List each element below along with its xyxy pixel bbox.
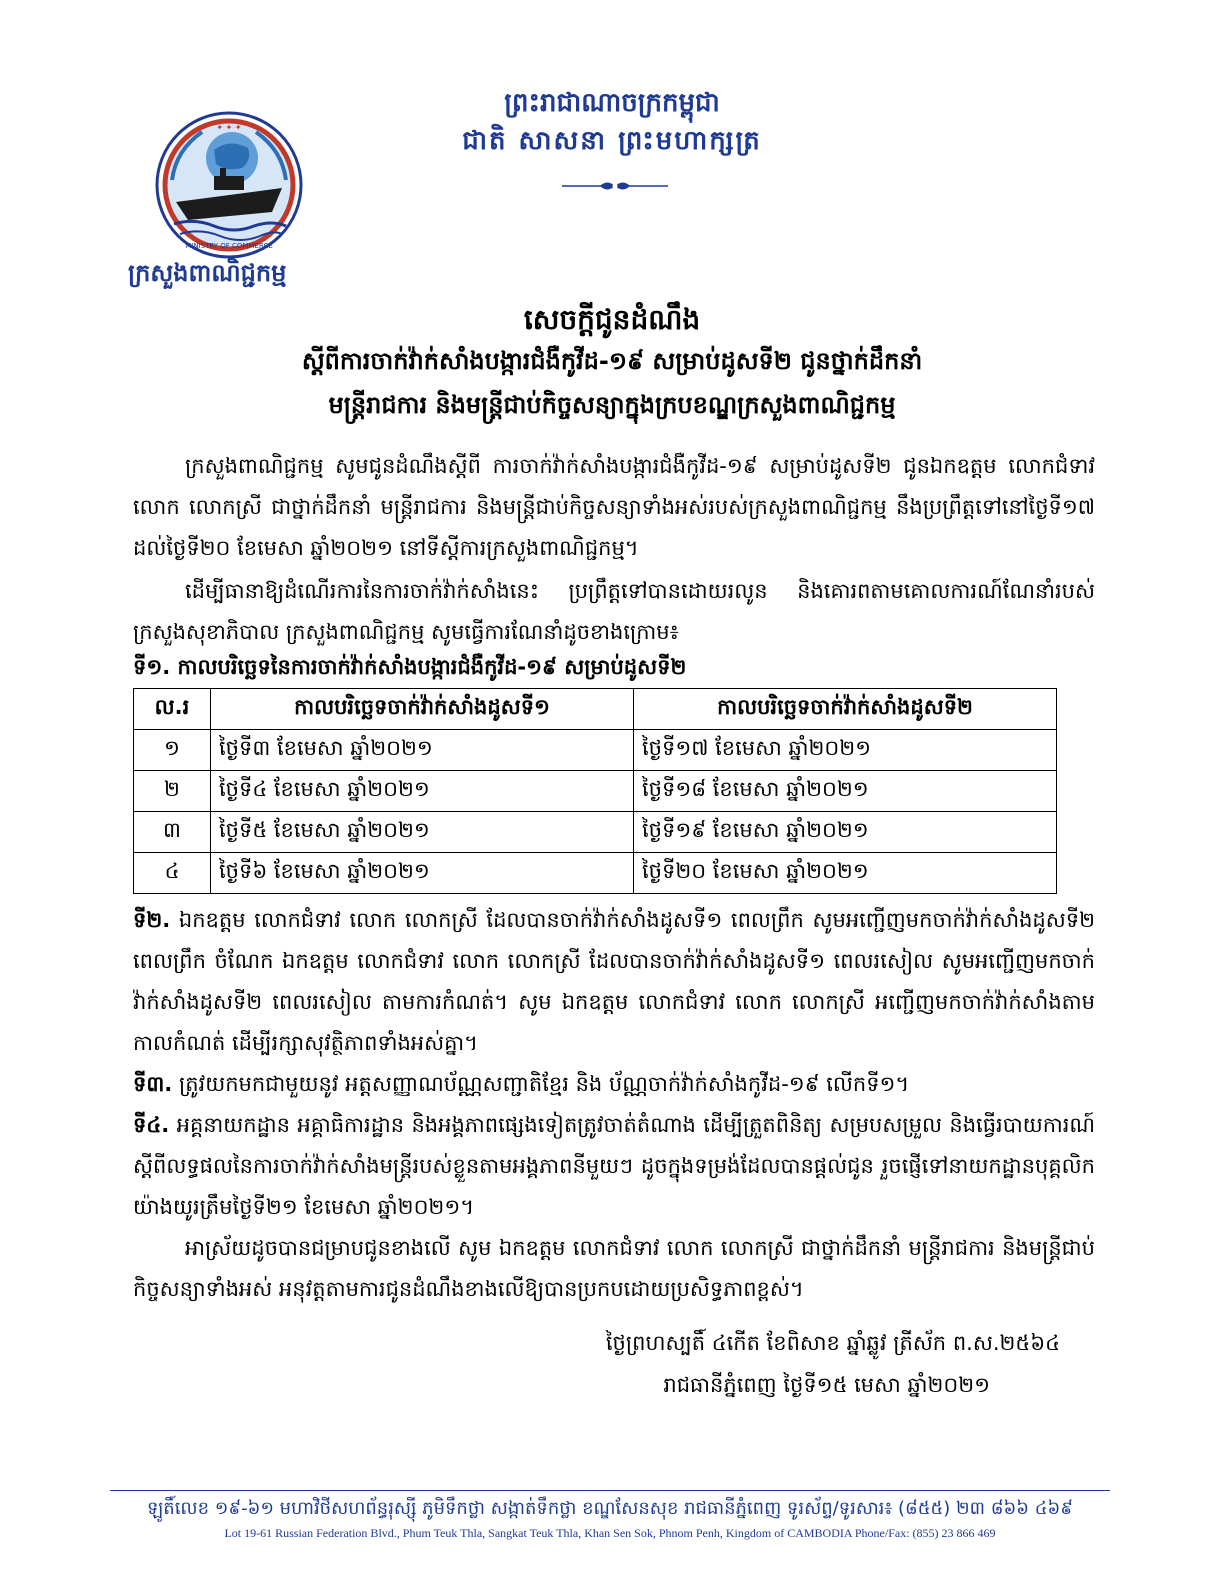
footer-address-khmer: ឡូតិ៍លេខ ១៩-៦១ មហាវិថីសហព័ន្ធរុស្ស៊ី ភូមិទឹកថ្លា សង្កាត់ទឹកថ្លា ខណ្ឌសែនសុខ រាជធានីភ្នំពេញ ទូរស័ព្ទ/ទូរសារ៖ (៨៥៥) ២៣ ៨៦៦ ៤៦៩	[147, 1498, 1073, 1519]
intro-paragraph: ក្រសួងពាណិជ្ជកម្ម សូមជូនដំណឹងស្តីពី ការចាក់វ៉ាក់សាំងបង្ការជំងឺកូវីដ-១៩ សម្រាប់ដូសទី២ ជូនឯកឧត្តម លោកជំទាវ លោក លោកស្រី ជាថ្នាក់ដឹកនាំ មន្ត្រីរាជការ និងមន្ត្រីជាប់កិច្ចសន្យាទាំងអស់របស់ក្រសួងពាណិជ្ជកម្ម នឹងប្រព្រឹត្តទៅនៅថ្ងៃទី១៧ ដល់ថ្ងៃទី២០ ខែមេសា ឆ្នាំ២០២១ នៅទីស្តីការក្រសួងពាណិជ្ជកម្ម។	[133, 454, 1095, 560]
row-number: ៤	[134, 853, 211, 894]
item-4-text: អគ្គនាយកដ្ឋាន អគ្គាធិការដ្ឋាន និងអង្គភាពផ្សេងទៀតត្រូវចាត់តំណាង ដើម្បីត្រួតពិនិត្យ សម្របសម្រួល និងធ្វើរបាយការណ៍ស្តីពីលទ្ធផលនៃការចាក់វ៉ាក់សាំងមន្ត្រីរបស់ខ្លួនតាមអង្គភាពនីមួយៗ ដូចក្នុងទម្រង់ដែលបានផ្តល់ជូន រួចផ្ញើទៅនាយកដ្ឋានបុគ្គលិក យ៉ាងយូរត្រឹមថ្ងៃទី២១ ខែមេសា ឆ្នាំ២០២១។	[133, 1113, 1095, 1219]
dose-1-date: ថ្ងៃទី៣ ខែមេសា ឆ្នាំ២០២១	[211, 730, 634, 771]
dose-2-date: ថ្ងៃទី១៩ ខែមេសា ឆ្នាំ២០២១	[634, 812, 1057, 853]
table-row	[134, 812, 1057, 853]
item-2-text: ឯកឧត្តម លោកជំទាវ លោក លោកស្រី ដែលបានចាក់វ៉ាក់សាំងដូសទី១ ពេលព្រឹក សូមអញ្ជើញមកចាក់វ៉ាក់សាំងដូសទី២ ពេលព្រឹក ចំណែក ឯកឧត្តម លោកជំទាវ លោក លោកស្រី ដែលបានចាក់វ៉ាក់សាំងដូសទី១ ពេលរសៀល សូមអញ្ជើញមកចាក់វ៉ាក់សាំងដូសទី២ ពេលរសៀល តាមការកំណត់។ សូម ឯកឧត្តម លោកជំទាវ លោក លោកស្រី អញ្ជើញមកចាក់វ៉ាក់សាំងតាមកាលកំណត់ ដើម្បីរក្សាសុវត្ថិភាពទាំងអស់គ្នា។	[133, 908, 1095, 1055]
kingdom-heading: ព្រះរាជាណាចក្រកម្ពុជា	[504, 88, 720, 118]
table-header-row	[134, 689, 1057, 730]
footer-divider	[110, 1490, 1110, 1491]
column-header-dose-2: កាលបរិច្ឆេទចាក់វ៉ាក់សាំងដូសទី២	[634, 689, 1057, 730]
item-4-label: ទី៤.	[133, 1113, 170, 1137]
row-number: ១	[134, 730, 211, 771]
guidance-paragraph: ដើម្បីធានាឱ្យដំណើរការនៃការចាក់វ៉ាក់សាំងនេះ ប្រព្រឹត្តទៅបានដោយរលូន និងគោរពតាមគោលការណ៍ណែនាំរបស់ក្រសួងសុខាភិបាល ក្រសួងពាណិជ្ជកម្ម សូមធ្វើការណែនាំដូចខាងក្រោម៖	[133, 579, 1095, 644]
item-3	[133, 1064, 1095, 1105]
dose-1-date: ថ្ងៃទី៥ ខែមេសា ឆ្នាំ២០២១	[211, 812, 634, 853]
ministry-logo-icon	[154, 110, 304, 260]
document-title: សេចក្តីជូនដំណឹង	[523, 303, 701, 336]
national-motto: ជាតិ សាសនា ព្រះមហាក្សត្រ	[462, 126, 762, 156]
item-3-text: ត្រូវយកមកជាមួយនូវ អត្តសញ្ញាណប័ណ្ណសញ្ជាតិខ្មែរ និង ប័ណ្ណចាក់វ៉ាក់សាំងកូវីដ-១៩ លើកទី១។	[178, 1072, 910, 1096]
ministry-name: ក្រសួងពាណិជ្ជកម្ម	[128, 259, 287, 287]
column-header-no: ល.រ	[134, 689, 211, 730]
dose-1-date: ថ្ងៃទី៤ ខែមេសា ឆ្នាំ២០២១	[211, 771, 634, 812]
document-subtitle-line-2: មន្ត្រីរាជការ និងមន្ត្រីជាប់កិច្ចសន្យាក្នុងក្របខណ្ឌក្រសួងពាណិជ្ជកម្ម	[328, 391, 896, 419]
dose-1-date: ថ្ងៃទី៦ ខែមេសា ឆ្នាំ២០២១	[211, 853, 634, 894]
vaccination-schedule-table	[133, 688, 1057, 894]
ornament-divider	[560, 176, 670, 196]
footer-address-english: Lot 19-61 Russian Federation Blvd., Phum Teuk Thla, Sangkat Teuk Thla, Khan Sen Sok, Phnom Penh, Kingdom of CAMBODIA Phone/Fax: (855) 23 866 469	[224, 1526, 996, 1540]
closing-paragraph: អាស្រ័យដូចបានជម្រាបជូនខាងលើ សូម ឯកឧត្តម លោកជំទាវ លោក លោកស្រី ជាថ្នាក់ដឹកនាំ មន្ត្រីរាជការ និងមន្ត្រីជាប់កិច្ចសន្យាទាំងអស់ អនុវត្តតាមការជូនដំណឹងខាងលើឱ្យបានប្រកបដោយប្រសិទ្ធភាពខ្ពស់។	[133, 1236, 1095, 1301]
item-4	[133, 1105, 1095, 1228]
dose-2-date: ថ្ងៃទី១៨ ខែមេសា ឆ្នាំ២០២១	[634, 771, 1057, 812]
row-number: ២	[134, 771, 211, 812]
item-1-heading: ទី១. កាលបរិច្ឆេទនៃការចាក់វ៉ាក់សាំងបង្ការជំងឺកូវីដ-១៩ សម្រាប់ដូសទី២	[133, 655, 687, 679]
row-number: ៣	[134, 812, 211, 853]
item-2	[133, 900, 1095, 1064]
table-row	[134, 853, 1057, 894]
column-header-dose-1: កាលបរិច្ឆេទចាក់វ៉ាក់សាំងដូសទី១	[211, 689, 634, 730]
table-row	[134, 771, 1057, 812]
table-row	[134, 730, 1057, 771]
item-2-label: ទី២.	[133, 908, 171, 932]
svg-text:✦ ✦ ✦: ✦ ✦ ✦	[216, 123, 242, 132]
lunar-date: ថ្ងៃព្រហស្បតិ៍ ៤កើត ខែពិសាខ ឆ្នាំឆ្លូវ ត្រីស័ក ព.ស.២៥៦៤	[605, 1331, 1060, 1355]
dose-2-date: ថ្ងៃទី២០ ខែមេសា ឆ្នាំ២០២១	[634, 853, 1057, 894]
city-date: រាជធានីភ្នំពេញ ថ្ងៃទី១៥ មេសា ឆ្នាំ២០២១	[663, 1373, 990, 1397]
item-3-label: ទី៣.	[133, 1072, 173, 1096]
dose-2-date: ថ្ងៃទី១៧ ខែមេសា ឆ្នាំ២០២១	[634, 730, 1057, 771]
logo-caption: MINISTRY OF COMMERCE	[185, 242, 273, 250]
document-subtitle-line-1: ស្តីពីការចាក់វ៉ាក់សាំងបង្ការជំងឺកូវីដ-១៩ សម្រាប់ដូសទី២ ជូនថ្នាក់ដឹកនាំ	[301, 347, 923, 375]
